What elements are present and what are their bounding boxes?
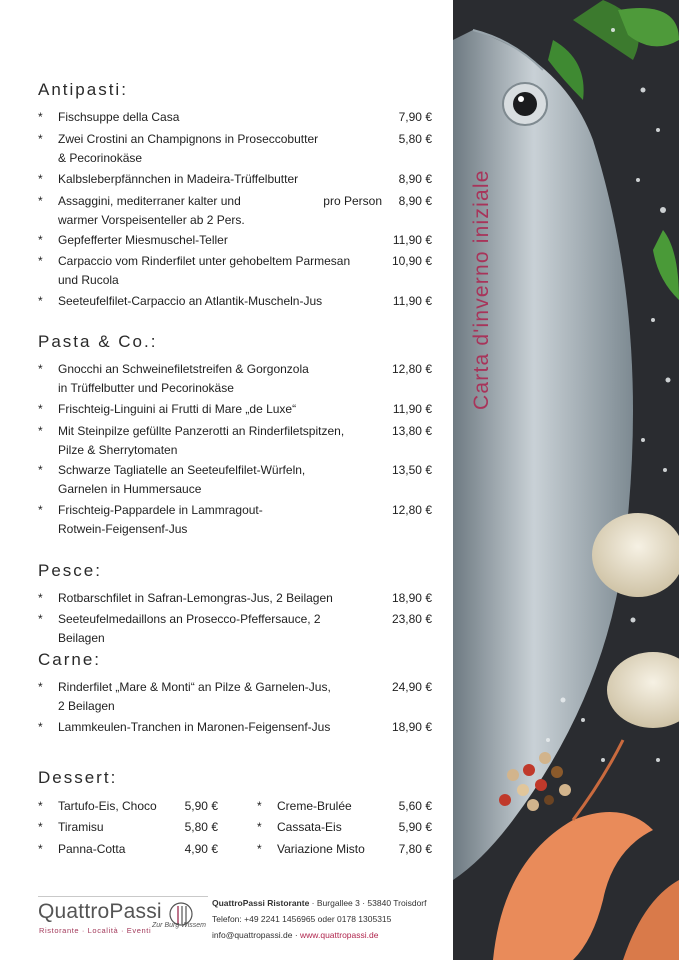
contact-website[interactable]: www.quattropassi.de	[300, 930, 379, 940]
menu-item-price: 12,80 €	[391, 503, 432, 517]
menu-item-price: 23,80 €	[391, 612, 432, 626]
menu-item-line: Carpaccio vom Rinderfilet unter gehobeltem Parmesan	[58, 254, 351, 268]
seafood-illustration	[453, 0, 679, 960]
menu-item-line: Rotbarschfilet in Safran-Lemongras-Jus, 2 Beilagen	[58, 591, 333, 605]
dessert-price: 4,90 €	[184, 842, 218, 856]
section-title-pesce: Pesce:	[38, 561, 102, 580]
menu-item-line: Rotwein-Feigensenf-Jus	[58, 522, 188, 536]
bullet-star: *	[38, 424, 43, 438]
dessert-item	[257, 840, 432, 859]
side-title: Carta d'inverno iniziale	[470, 169, 493, 410]
contact-email[interactable]: info@quattropassi.de	[212, 930, 293, 940]
dessert-name: Cassata-Eis	[277, 820, 342, 834]
bullet-star: *	[38, 362, 43, 376]
dessert-name: Panna-Cotta	[58, 842, 126, 856]
dessert-item	[38, 818, 218, 837]
menu-item-description	[58, 718, 358, 737]
bullet-star: *	[38, 233, 43, 247]
menu-item-price: 11,90 €	[392, 294, 432, 308]
menu-item-line: in Trüffelbutter und Pecorinokäse	[58, 381, 234, 395]
bullet-star: *	[38, 591, 43, 605]
menu-item	[38, 678, 432, 716]
menu-item-price: 10,90 €	[391, 254, 432, 268]
menu-item-description	[58, 192, 358, 230]
menu-item-line: Mit Steinpilze gefüllte Panzerotti an Rinderfiletspitzen,	[58, 424, 345, 438]
dessert-item	[257, 818, 432, 837]
menu-item	[38, 610, 432, 645]
contact-line-1	[212, 895, 442, 911]
menu-item	[38, 422, 432, 460]
menu-item-price: 5,80 €	[398, 132, 432, 146]
bullet-star: *	[257, 799, 262, 813]
contact-line-3	[212, 927, 442, 943]
menu-item-line: Rinderfilet „Mare & Monti“ an Pilze & Garnelen-Jus,	[58, 680, 331, 694]
menu-item-line: Fischsuppe della Casa	[58, 110, 180, 124]
menu-item-line: Zwei Crostini an Champignons in Proseccobutter	[58, 132, 319, 146]
logo-tagline: Ristorante · Località · Eventi	[39, 926, 152, 935]
dessert-price: 5,90 €	[398, 820, 432, 834]
menu-item-price: 11,90 €	[392, 402, 432, 416]
menu-item	[38, 231, 432, 250]
seafood-photo	[453, 0, 679, 960]
dessert-price: 5,80 €	[184, 820, 218, 834]
restaurant-logo	[38, 900, 208, 950]
menu-item	[38, 589, 432, 608]
menu-item-line: Gepfefferter Miesmuschel-Teller	[58, 233, 228, 247]
menu-item-line: und Rucola	[58, 273, 119, 287]
menu-item-description	[58, 292, 358, 311]
menu-column	[38, 0, 432, 960]
menu-item-line: warmer Vorspeisenteller ab 2 Pers.	[58, 213, 245, 227]
dessert-name: Tartufo-Eis, Choco	[58, 799, 157, 813]
menu-item-line: Assaggini, mediterraner kalter und	[58, 194, 241, 208]
menu-item	[38, 400, 432, 419]
menu-item-line: Gnocchi an Schweinefiletstreifen & Gorgonzola	[58, 362, 309, 376]
bullet-star: *	[38, 820, 43, 834]
restaurant-address: · Burgallee 3 · 53840 Troisdorf	[309, 898, 427, 908]
bullet-star: *	[38, 132, 43, 146]
menu-item	[38, 170, 432, 189]
menu-item-line: & Pecorinokäse	[58, 151, 143, 165]
menu-item	[38, 461, 432, 499]
section-title-dessert: Dessert:	[38, 768, 118, 787]
menu-item-price: 8,90 €	[398, 194, 432, 208]
dessert-price: 5,90 €	[184, 799, 218, 813]
bullet-star: *	[38, 294, 43, 308]
menu-item-line: Pilze & Sherrytomaten	[58, 443, 178, 457]
menu-item-description	[58, 130, 358, 168]
menu-item-price: 7,90 €	[398, 110, 432, 124]
menu-item-price: 18,90 €	[391, 591, 432, 605]
menu-item-price: 24,90 €	[391, 680, 432, 694]
logo-wordmark: QuattroPassi	[38, 900, 162, 923]
menu-item-price: 8,90 €	[398, 172, 432, 186]
menu-item-price: 12,80 €	[391, 362, 432, 376]
menu-item	[38, 360, 432, 398]
dessert-item	[38, 840, 218, 859]
menu-item-line: Frischteig-Linguini ai Frutti di Mare „de Luxe“	[58, 402, 297, 416]
bullet-star: *	[38, 799, 43, 813]
menu-item	[38, 292, 432, 311]
bullet-star: *	[38, 612, 43, 626]
menu-item-description	[58, 589, 358, 608]
menu-item-description	[58, 422, 358, 460]
menu-item-description	[58, 231, 358, 250]
bullet-star: *	[38, 402, 43, 416]
menu-item-description	[58, 400, 358, 419]
bullet-star: *	[257, 842, 262, 856]
menu-item	[38, 108, 432, 127]
menu-item-line: Lammkeulen-Tranchen in Maronen-Feigensenf-Jus	[58, 720, 331, 734]
contact-phone: Telefon: +49 2241 1456965 oder 0178 1305315	[212, 914, 392, 924]
section-title-antipasti: Antipasti:	[38, 80, 128, 99]
menu-item	[38, 130, 432, 168]
bullet-star: *	[38, 842, 43, 856]
menu-item	[38, 501, 432, 539]
menu-item-line: Garnelen in Hummersauce	[58, 482, 202, 496]
bullet-star: *	[38, 194, 43, 208]
menu-item-line: Seeteufelmedaillons an Prosecco-Pfeffersauce, 2 Beilagen	[58, 612, 321, 645]
dessert-name: Variazione Misto	[277, 842, 365, 856]
dessert-price: 5,60 €	[398, 799, 432, 813]
menu-item	[38, 192, 432, 230]
menu-item-line: Frischteig-Pappardele in Lammragout-	[58, 503, 263, 517]
menu-item-price: 18,90 €	[391, 720, 432, 734]
contact-block	[212, 895, 442, 943]
footer-divider	[38, 896, 208, 897]
contact-separator: ·	[292, 930, 301, 940]
menu-item-description	[58, 170, 358, 189]
menu-item	[38, 718, 432, 737]
section-title-pasta: Pasta & Co.:	[38, 332, 158, 351]
menu-item-description	[58, 252, 358, 290]
bullet-star: *	[38, 720, 43, 734]
menu-item-description	[58, 501, 358, 539]
dessert-price: 7,80 €	[398, 842, 432, 856]
menu-item-line: Schwarze Tagliatelle an Seeteufelfilet-Würfeln,	[58, 463, 306, 477]
menu-item-price: 13,50 €	[391, 463, 432, 477]
bullet-star: *	[38, 254, 43, 268]
menu-item-description	[58, 610, 358, 648]
restaurant-name: QuattroPassi Ristorante	[212, 898, 310, 908]
menu-item-price: 13,80 €	[391, 424, 432, 438]
bullet-star: *	[38, 110, 43, 124]
menu-item-description	[58, 678, 358, 716]
dessert-name: Creme-Brulée	[277, 799, 352, 813]
section-title-carne: Carne:	[38, 650, 102, 669]
bullet-star: *	[38, 680, 43, 694]
bullet-star: *	[38, 463, 43, 477]
menu-item-description	[58, 360, 358, 398]
dessert-item	[38, 797, 218, 816]
menu-item-note: pro Person	[323, 194, 382, 208]
menu-item-line: Seeteufelfilet-Carpaccio an Atlantik-Muscheln-Jus	[58, 294, 323, 308]
menu-item-description	[58, 108, 358, 127]
menu-item-price: 11,90 €	[392, 233, 432, 247]
menu-item-line: 2 Beilagen	[58, 699, 115, 713]
bullet-star: *	[257, 820, 262, 834]
bullet-star: *	[38, 172, 43, 186]
dessert-name: Tiramisu	[58, 820, 104, 834]
menu-item	[38, 252, 432, 290]
logo-subtitle: Zur Burg Wissem	[152, 922, 207, 929]
bullet-star: *	[38, 503, 43, 517]
menu-item-description	[58, 461, 358, 499]
dessert-item	[257, 797, 432, 816]
menu-item-line: Kalbsleberpfännchen in Madeira-Trüffelbutter	[58, 172, 299, 186]
